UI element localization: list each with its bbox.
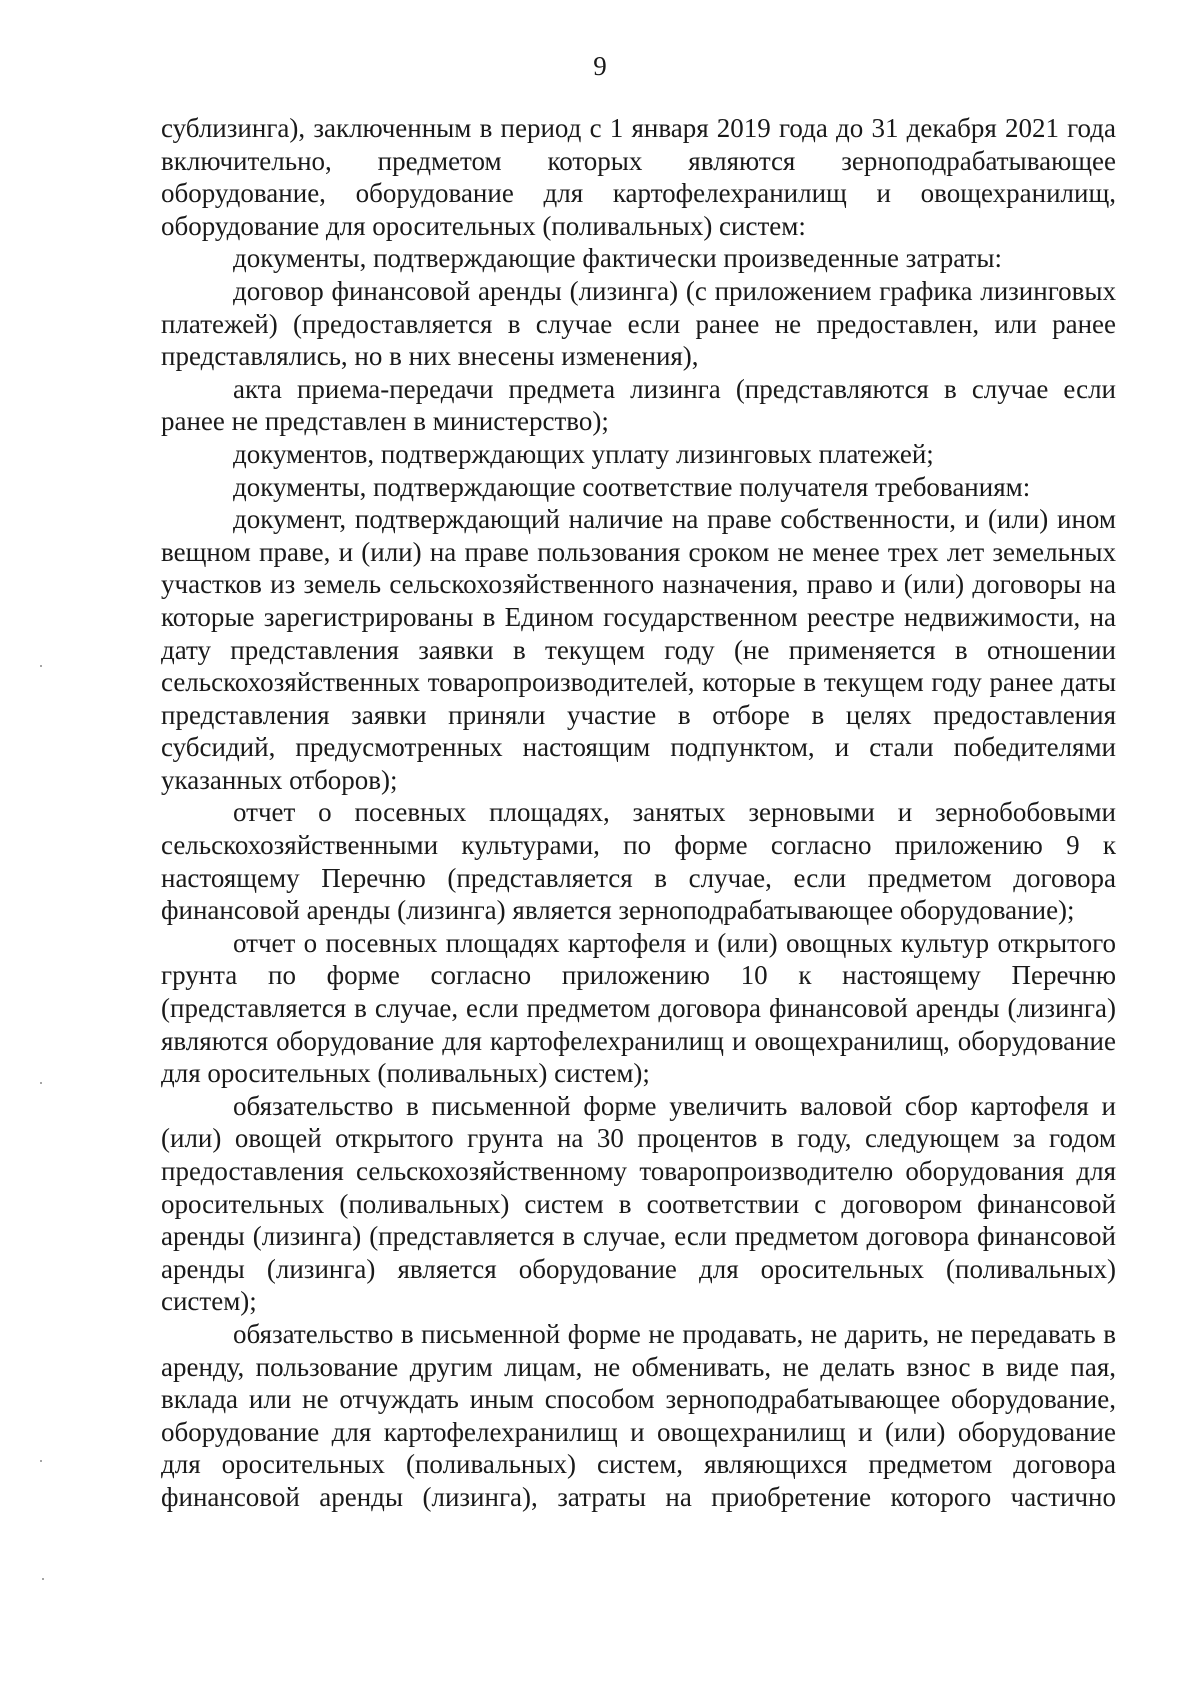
- paragraph-yield-obligation: обязательство в письменной форме увеличить валовой сбор картофеля и (или) овощей открытого грунта на 30 процентов в году, следующем за годом предоставления сельскохозяйственному товаропроизводителю оборудования для оросительных (поливальных) систем в соответствии с договором финансовой аренды (лизинга) (представляется в случае, если предметом договора финансовой аренды (лизинга) является оборудование для оросительных (поливальных) систем);: [161, 1090, 1116, 1317]
- paragraph-transfer-act: акта приема-передачи предмета лизинга (представляются в случае если ранее не представлен в министерство);: [161, 373, 1116, 437]
- paragraph-leasing-contract: договор финансовой аренды (лизинга) (с приложением графика лизинговых платежей) (предоставляется в случае если ранее не предоставлен, или ранее представлялись, но в них внесены изменения),: [161, 275, 1116, 372]
- page-number: 9: [593, 51, 607, 81]
- scan-speck: [42, 1578, 44, 1580]
- document-body: [161, 112, 1116, 1514]
- paragraph-land-document: документ, подтверждающий наличие на праве собственности, и (или) ином вещном праве, и (или) на праве пользования сроком не менее трех лет земельных участков из земель сельскохозяйственного назначения, право и (или) договоры на которые зарегистрированы в Едином государственном реестре недвижимости, на дату представления заявки в текущем году (не применяется в отношении сельскохозяйственных товаропроизводителей, которые в текущем году ранее даты представления заявки приняли участие в отборе в целях предоставления субсидий, предусмотренных настоящим подпунктом, и стали победителями указанных отборов);: [161, 504, 1116, 795]
- paragraph-documents-costs: документы, подтверждающие фактически произведенные затраты:: [233, 243, 1002, 274]
- paragraph-leasing-payments: документов, подтверждающих уплату лизинговых платежей;: [233, 438, 934, 469]
- paragraph-grain-report: отчет о посевных площадях, занятых зерновыми и зернобобовыми сельскохозяйственными культурами, по форме согласно приложению 9 к настоящему Перечню (представляется в случае, если предметом договора финансовой аренды (лизинга) является зерноподрабатывающее оборудование);: [161, 797, 1116, 926]
- scan-speck: [40, 1082, 42, 1084]
- paragraph-requirements: документы, подтверждающие соответствие получателя требованиям:: [233, 471, 1031, 502]
- paragraph-potato-report: отчет о посевных площадях картофеля и (или) овощных культур открытого грунта по форме согласно приложению 10 к настоящему Перечню (представляется в случае, если предметом договора финансовой аренды (лизинга) являются оборудование для картофелехранилищ и овощехранилищ, оборудование для оросительных (поливальных) систем);: [161, 927, 1116, 1089]
- scan-speck: [40, 665, 42, 667]
- paragraph-continuation: сублизинга), заключенным в период с 1 января 2019 года до 31 декабря 2021 года включительно, предметом которых являются зерноподрабатывающее оборудование, оборудование для картофелехранилищ и овощехранилищ, оборудование для оросительных (поливальных) систем:: [161, 113, 1116, 241]
- paragraph-sale-obligation: обязательство в письменной форме не продавать, не дарить, не передавать в аренду, пользование другим лицам, не обменивать, не делать взнос в виде пая, вклада или не отчуждать иным способом зерноподрабатывающее оборудование, оборудование для картофелехранилищ и овощехранилищ и (или) оборудование для оросительных (поливальных) систем, являющихся предметом договора финансовой аренды (лизинга), затраты на приобретение которого частично: [161, 1318, 1116, 1512]
- scan-speck: [40, 1460, 42, 1462]
